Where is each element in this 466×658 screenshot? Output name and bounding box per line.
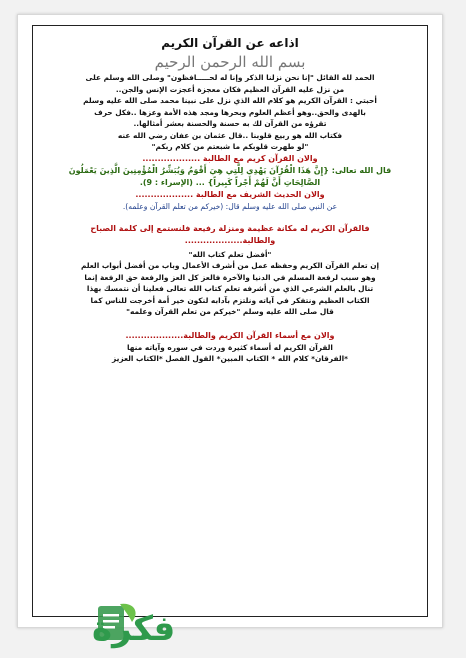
quran-verse-line: الصَّالِحَاتِ أَنَّ لَهُمْ أَجْراً كَبِيراً} ... (الإسراء : 9). xyxy=(139,177,321,187)
hadith-line: عن النبي صلى الله عليه وسلم قال: (خيركم من تعلم القرآن وعلمه). xyxy=(122,201,338,211)
intro-line: تقرؤه من القرآن لك به حسنة والحسنة بعشر أمثالها.. xyxy=(133,119,327,128)
section-heading-morning-word: والطالبة................... xyxy=(184,235,276,245)
intro-line: "لو طهرت قلوبكم ما شبعتم من كلام ربكم" xyxy=(151,142,309,151)
document-content xyxy=(43,34,417,365)
morning-word-line: قال صلى الله عليه وسلم "خيركم من تعلم القرآن وعلمه" xyxy=(126,307,334,316)
section-heading-quran: والان القرآن كريم مع الطالبة ................... xyxy=(142,153,318,163)
basmala: بسم الله الرحمن الرحيم xyxy=(154,53,306,71)
intro-line: أحبتي : القرآن الكريم هو كلام الله الذي نزل على نبينا محمد صلى الله عليه وسلم xyxy=(83,96,377,105)
intro-line: فكتاب الله هو ربيع قلوبنا ..قال عثمان بن عفان رضي الله عنه xyxy=(117,130,343,140)
quran-verse-line: قال الله تعالى: {إِنَّ هَذَا الْقُرْآنَ يَهْدِي لِلَّتِي هِيَ أَقْوَمُ وَيُبَشِّرُ الْمُؤْمِنِينَ الَّذِينَ يَعْمَلُونَ xyxy=(68,165,392,175)
fikra-logo xyxy=(4,600,176,650)
document-page xyxy=(17,14,443,628)
morning-word-title: "أفضل تعلم كتاب الله" xyxy=(188,249,272,259)
names-line: *الفرقان* كلام الله * الكتاب المبين* القول الفصل *الكتاب العزيز xyxy=(112,354,348,363)
morning-word-line: الكتاب العظيم ونتفكر في آياته ونلتزم بآدابه لنكون خير أمة أخرجت للناس كما xyxy=(90,295,370,305)
page-border xyxy=(32,25,428,617)
morning-word-line: إن تعلم القرآن الكريم وحفظه عمل من أشرف الأعمال وباب من أفضل أبواب العلم xyxy=(80,261,380,270)
names-line: القرآن الكريم له أسماء كثيرة وردت في سوره وآياته منها xyxy=(127,342,333,352)
intro-line: الحمد لله القائل "إنا نحن نزلنا الذكر وإنا له لحـــــافظون" وصلى الله وسلم على xyxy=(85,73,375,82)
intro-line: بالهدى والحق..وهو أعظم العلوم وبحرها ومجد هذه الأمة وعزها ..فكل حرف xyxy=(94,107,366,117)
section-heading-names: والان مع أسماء القرآن الكريم والطالبة................... xyxy=(125,330,335,340)
morning-word-paragraph xyxy=(43,260,417,318)
section-heading-hadith: والان الحديث الشريف مع الطالبة ................... xyxy=(135,189,325,199)
document-title: اذاعه عن القرآن الكريم xyxy=(161,36,299,50)
intro-line: من نزل عليه القرآن العظيم فكان معجزة أعجزت الإنس والجن.. xyxy=(115,84,345,94)
morning-word-line: تنال بالعلم الشرعي الذي من أشرفه تعلم كتاب الله تعالى فعلينا أن نتمسك بهذا xyxy=(86,284,374,293)
morning-word-line: وهو سبب لرفعة المسلم في الدنيا والآخرة فالعز كل العز والرفعة حق الرفعة إنما xyxy=(84,272,376,282)
intro-paragraph xyxy=(43,72,417,153)
logo-text: فكرة xyxy=(92,609,176,649)
logo-graphic xyxy=(4,600,176,650)
section-heading-morning-word: فالقرآن الكريم له مكانة عظيمة ومنزلة رفيعة فلنستمع إلى كلمة الصباح xyxy=(90,223,370,233)
